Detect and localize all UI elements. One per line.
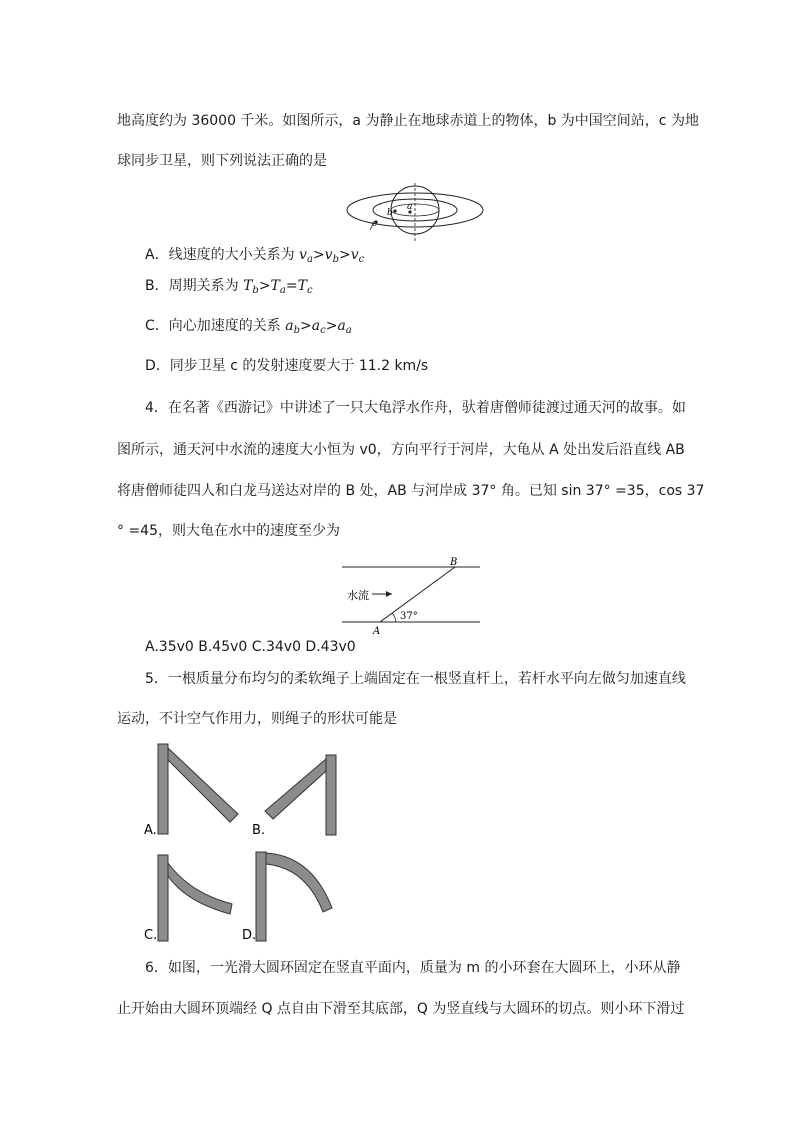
- point-a-label: A: [373, 626, 381, 637]
- label-b: b: [387, 208, 393, 218]
- flow-arrowhead: [386, 591, 392, 597]
- angle-label: 37°: [400, 611, 418, 622]
- q4-line2: 图所示，通天河中水流的速度大小恒为 v0，方向平行于河岸，大龟从 A 处出发后沿直线 AB: [117, 442, 685, 458]
- q4-line1: 4．在名著《西游记》中讲述了一只大龟浮水作舟，驮着唐僧师徒渡过通天河的故事。如: [145, 400, 686, 416]
- point-b-label: B: [450, 557, 458, 568]
- label-d: D.: [242, 928, 257, 943]
- q3-line2: 球同步卫星，则下列说法正确的是: [117, 153, 327, 169]
- point-b: [393, 209, 396, 212]
- orbit-figure: [345, 183, 485, 243]
- pole-b: [326, 755, 336, 835]
- q4-line4: ° =45，则大龟在水中的速度至少为: [117, 523, 340, 539]
- rope-a: [168, 748, 238, 822]
- label-a: A.: [144, 823, 157, 838]
- pole-d: [256, 852, 266, 941]
- q3-option-d: D．同步卫星 c 的发射速度要大于 11.2 km/s: [145, 358, 429, 374]
- q3-option-a: A．线速度的大小关系为 $v_a>v_b>v_c$: [145, 247, 365, 265]
- rope-figures: [140, 738, 390, 943]
- q3-option-c: C．向心加速度的关系 $a_b>a_c>a_a$: [145, 318, 352, 336]
- q5-line1: 5．一根质量分布均匀的柔软绳子上端固定在一根竖直杆上，若杆水平向左做匀加速直线: [145, 671, 686, 687]
- label-c: C.: [144, 928, 158, 943]
- label-a: a: [407, 202, 413, 212]
- q5-line2: 运动，不计空气作用力，则绳子的形状可能是: [117, 711, 397, 727]
- label-c: c: [372, 219, 378, 229]
- label-b: B.: [252, 823, 266, 838]
- q4-options: A.35v0 B.45v0 C.34v0 D.43v0: [145, 639, 356, 655]
- q6-line1: 6．如图，一光滑大圆环固定在竖直平面内，质量为 m 的小环套在大圆环上，小环从静: [145, 960, 681, 976]
- rope-c: [168, 863, 232, 914]
- q3-option-b: B．周期关系为 $T_b>T_a=T_c$: [145, 278, 313, 296]
- rope-d: [266, 853, 332, 912]
- angle-arc: [392, 613, 396, 622]
- rope-b: [265, 759, 326, 819]
- q4-line3: 将唐僧师徒四人和白龙马送达对岸的 B 处，AB 与河岸成 37° 角。已知 sin 37° =35，cos 37: [117, 483, 705, 499]
- pole-c: [158, 855, 168, 941]
- flow-label: 水流: [347, 589, 369, 602]
- q3-line1: 地高度约为 36000 千米。如图所示，a 为静止在地球赤道上的物体，b 为中国空间站，c 为地: [117, 113, 699, 129]
- river-figure: [340, 556, 485, 638]
- q6-line2: 止开始由大圆环顶端经 Q 点自由下滑至其底部，Q 为竖直线与大圆环的切点。则小环下滑过: [117, 1001, 685, 1017]
- pole-a: [158, 744, 168, 834]
